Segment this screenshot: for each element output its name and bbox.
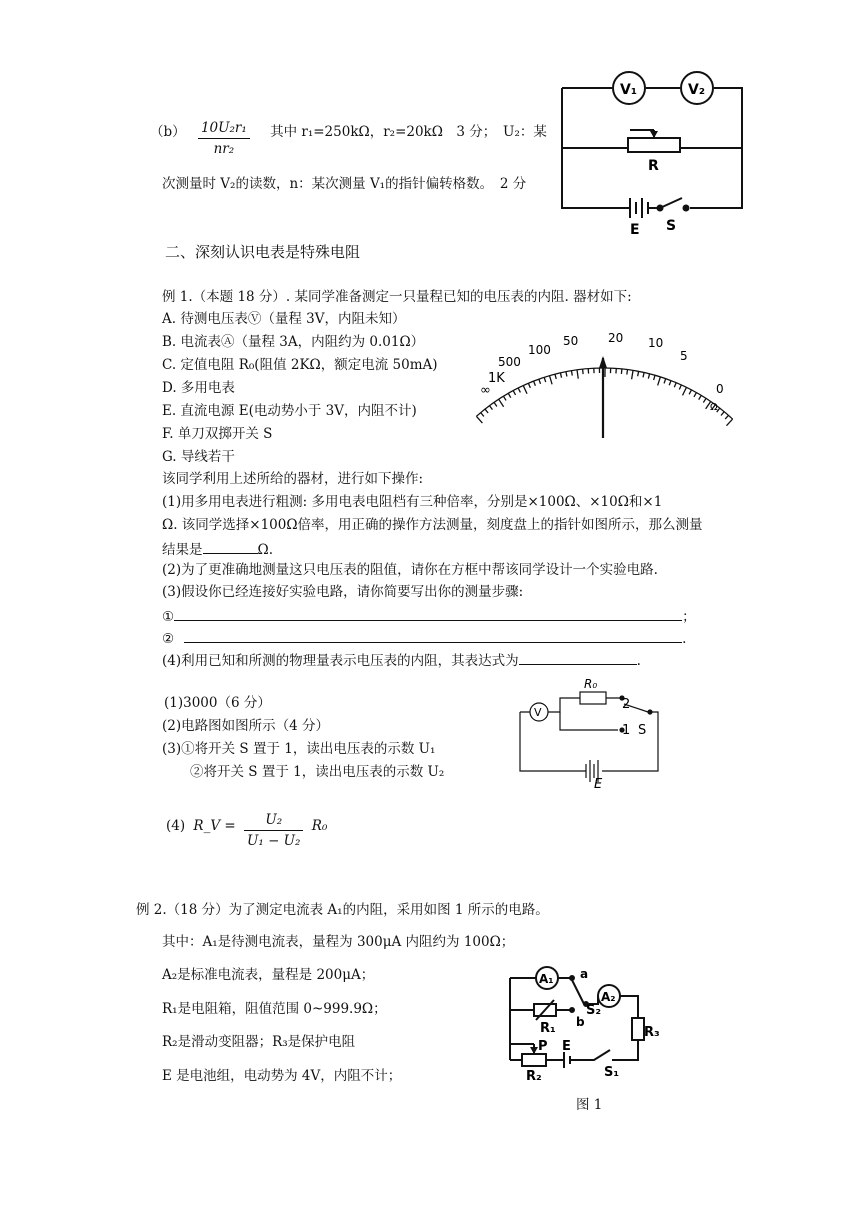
scale-tick [725, 415, 728, 419]
scale-tick [726, 419, 732, 426]
example2-line5: E 是电池组，电动势为 4V，内阻不计； [162, 1068, 402, 1084]
formula-denominator: nr₂ [213, 141, 235, 158]
label-R: R [648, 158, 659, 174]
fig1-label-a: a [580, 967, 589, 981]
scale-tick [669, 381, 671, 386]
circuit-top-figure [560, 70, 750, 240]
scale-10: 10 [648, 336, 664, 350]
scale-tick [528, 383, 530, 388]
q1c-prefix: 结果是 [162, 542, 203, 558]
scale-inf: ∞ [480, 383, 491, 398]
fig1-label-R3: R₃ [644, 1025, 660, 1040]
scale-tick [523, 386, 527, 394]
fig1-label-R1: R₁ [540, 1021, 556, 1036]
scale-tick [534, 381, 536, 386]
example1-item-b: B. 电流表Ⓐ（量程 3A，内阻约为 0.01Ω） [162, 334, 425, 350]
example2-line3: R₁是电阻箱，阻值范围 0~999.9Ω； [162, 1001, 387, 1017]
answer-b-line [150, 120, 547, 157]
scale-tick [721, 412, 724, 416]
formula-fraction [198, 120, 250, 157]
label-1: 1 [622, 723, 631, 738]
scale-50: 50 [563, 334, 579, 348]
scale-0: 0 [716, 382, 724, 396]
scale-tick [544, 377, 546, 382]
scale-100: 100 [528, 343, 551, 357]
scale-ohm: Ω [710, 402, 718, 413]
example1-heading: 例 1.（本题 18 分）. 某同学准备测定一只量程已知的电压表的内阻. 器材如下: [162, 289, 632, 305]
example1-item-a: A. 待测电压表Ⓥ（量程 3V，内阻未知） [162, 311, 406, 327]
scale-tick [539, 379, 541, 384]
label-2: 2 [622, 697, 631, 712]
answer-4 [166, 812, 327, 849]
scale-tick [481, 413, 484, 417]
fig1-label-R2: R₂ [526, 1069, 542, 1084]
step2-marker: ② [162, 631, 175, 647]
answer-4-label: (4) [166, 818, 186, 835]
scale-500: 500 [498, 355, 521, 369]
step1-blank[interactable] [174, 606, 682, 621]
scale-tick [703, 398, 706, 402]
label-R0: R₀ [584, 677, 598, 691]
example1-q1a: (1)用多用电表进行粗测: 多用电表电阻档有三种倍率，分别是×100Ω、×10Ω和×1 [162, 494, 663, 510]
scale-tick [503, 396, 506, 400]
fig1-label-P: P [538, 1039, 548, 1054]
scale-tick [571, 371, 572, 376]
example1-q1b: Ω. 该同学选择×100Ω倍率，用正确的操作方法测量，刻度盘上的指针如图所示，那么测量 [162, 517, 703, 533]
scale-tick [643, 372, 644, 377]
q1-answer-blank[interactable] [203, 539, 258, 554]
q4-blank[interactable] [519, 650, 637, 665]
example1-q4 [162, 650, 641, 669]
scale-tick [508, 393, 510, 397]
scale-tick [499, 399, 504, 407]
answer-4-denominator: U₁ − U₂ [247, 833, 301, 850]
scale-tick [476, 416, 482, 423]
circuit-answer-figure [518, 676, 668, 791]
label-E: E [630, 222, 640, 238]
example1-q3: (3)假设你已经连接好实验电路，请你简要写出你的测量步骤: [162, 584, 524, 600]
scale-tick [583, 369, 584, 374]
step2-end: . [682, 631, 687, 647]
scale-tick [674, 383, 676, 388]
answer-3: (3)①将开关 S 置于 1，读出电压表的示数 U₁ [162, 741, 436, 757]
figure1-caption: 图 1 [576, 1097, 603, 1113]
ohmmeter-scale-figure [478, 328, 728, 443]
scale-tick [632, 370, 633, 379]
scale-tick [560, 373, 561, 378]
label-E2: E [594, 777, 603, 792]
q4-end: . [636, 653, 641, 669]
scale-tick [513, 391, 515, 395]
fig1-label-b: b [576, 1015, 585, 1029]
step1-line [162, 606, 696, 625]
answer-b-line2: 次测量时 V₂的读数，n：某次测量 V₁的指针偏转格数。 2 分 [162, 176, 527, 192]
example2-line2: A₂是标准电流表，量程是 200μA； [162, 967, 375, 983]
step1-end: ； [682, 609, 696, 625]
fig1-label-S1: S₁ [604, 1065, 620, 1080]
step1-marker: ① [162, 609, 175, 625]
scale-tick [627, 370, 628, 375]
example1-q1c [162, 539, 273, 558]
example1-item-d: D. 多用电表 [162, 380, 235, 396]
label-b: （b） [150, 124, 186, 141]
example1-item-f: F. 单刀双掷开关 S [162, 426, 273, 442]
scale-tick [699, 395, 702, 399]
scale-tick [518, 388, 520, 392]
scale-tick [555, 374, 556, 379]
fig1-label-A1: A₁ [539, 972, 554, 986]
scale-tick [658, 377, 661, 386]
scale-tick [648, 374, 649, 379]
example2-line1: 其中：A₁是待测电流表，量程为 300μA 内阻约为 100Ω； [162, 934, 515, 950]
step2-line [162, 628, 686, 647]
scale-tick [550, 376, 553, 385]
scale-tick [485, 409, 488, 413]
example1-item-c: C. 定值电阻 R₀(阻值 2KΩ，额定电流 50mA) [162, 357, 438, 373]
scale-20: 20 [608, 331, 624, 345]
example1-q2: (2)为了更准确地测量这只电压表的阻值，请你在方框中帮该同学设计一个实验电路. [162, 562, 658, 578]
figure1-circuit [506, 964, 666, 1084]
example2-line4: R₂是滑动变阻器；R₃是保护电阻 [162, 1034, 356, 1050]
scale-tick [654, 375, 655, 380]
scale-1k: 1K [488, 371, 505, 386]
answer-1: (1)3000（6 分） [164, 695, 271, 711]
scale-tick [577, 370, 578, 379]
label-S2: S [638, 723, 647, 738]
answer-4-lhs: R_V = [193, 818, 236, 835]
answer-3b: ②将开关 S 置于 1，读出电压表的示数 U₂ [190, 764, 445, 780]
label-V1: V₁ [620, 82, 637, 98]
scale-tick [689, 390, 691, 394]
scale-tick [638, 371, 639, 376]
scale-tick [489, 406, 492, 410]
fig1-label-S2: S₂ [586, 1003, 602, 1018]
section-title: 二、深刻认识电表是特殊电阻 [165, 243, 361, 261]
formula-numerator: 10U₂r₁ [198, 120, 250, 139]
answer-2: (2)电路图如图所示（4 分） [162, 718, 330, 734]
example1-intro: 该同学利用上述所给的器材，进行如下操作: [162, 471, 424, 487]
step2-blank[interactable] [184, 628, 682, 643]
answer-4-fraction [244, 812, 303, 849]
example1-item-g: G. 导线若干 [162, 449, 235, 465]
q1c-suffix: Ω. [257, 542, 273, 558]
answer-4-tail: R₀ [311, 818, 328, 835]
example1-item-e: E. 直流电源 E(电动势小于 3V，内阻不计) [162, 403, 417, 419]
answer-4-numerator: U₂ [244, 812, 303, 831]
formula-note: 其中 r₁=250kΩ，r₂=20kΩ 3 分； U₂：某 [270, 124, 547, 141]
scale-tick [494, 402, 497, 406]
scale-tick [679, 385, 681, 390]
scale-tick [694, 393, 696, 397]
scale-tick [566, 372, 567, 377]
fig1-label-E: E [562, 1039, 571, 1054]
label-V: V [534, 706, 542, 719]
label-V2: V₂ [688, 82, 705, 98]
example2-heading: 例 2.（18 分）为了测定电流表 A₁的内阻，采用如图 1 所示的电路。 [136, 902, 549, 918]
fig1-label-A2: A₂ [601, 990, 616, 1004]
scale-tick [683, 387, 687, 395]
q4-prefix: (4)利用已知和所测的物理量表示电压表的内阻，其表达式为 [162, 653, 519, 669]
scale-5: 5 [680, 349, 688, 363]
label-S: S [666, 218, 677, 234]
scale-tick [664, 379, 666, 384]
